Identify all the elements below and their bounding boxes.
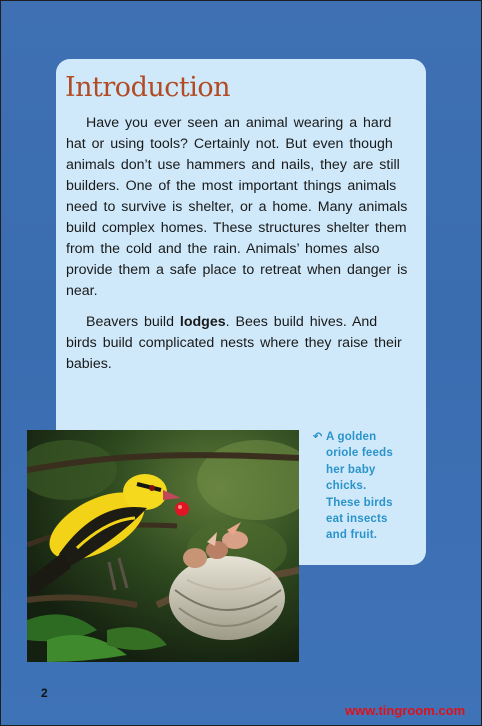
caption-line-1: A golden [326,431,377,443]
glossary-term-lodges: lodges [179,314,226,330]
watermark-link[interactable]: www.tingroom.com [345,703,466,718]
caption-line-4: chicks. [326,480,367,493]
oriole-photo [27,430,299,662]
paragraph-builders-after: . Bees build hives. And birds build complicated nests where they raise their babies. [66,314,402,372]
oriole-nest-image [27,430,299,662]
photo-caption [313,429,421,544]
paragraph-builders-before: Beavers build [86,314,180,330]
caption-line-5: These birds [326,496,393,509]
caption-line-2: oriole feeds [326,447,393,460]
caption-line-6: eat insects [326,513,388,526]
caption-line-7: and fruit. [326,529,378,542]
body-text [66,113,412,375]
page-title: Introduction [65,72,230,103]
paragraph-intro: Have you ever seen an animal wearing a hard hat or using tools? Certainly not. But even though animals don’t use hammers and nails, they are still builders. One of the most important things animals need to survive is shelter, or a home. Many animals build complex homes. These structures shelter them from the cold and the rain. Animals’ homes also provide them a safe place to retreat when danger is near. [66,115,408,299]
curved-arrow-icon: ↶ [313,431,323,443]
page-number: 2 [41,686,48,700]
paragraph-builders [66,312,412,375]
caption-line-3: her baby [326,463,376,476]
caption-first-row [313,429,421,445]
